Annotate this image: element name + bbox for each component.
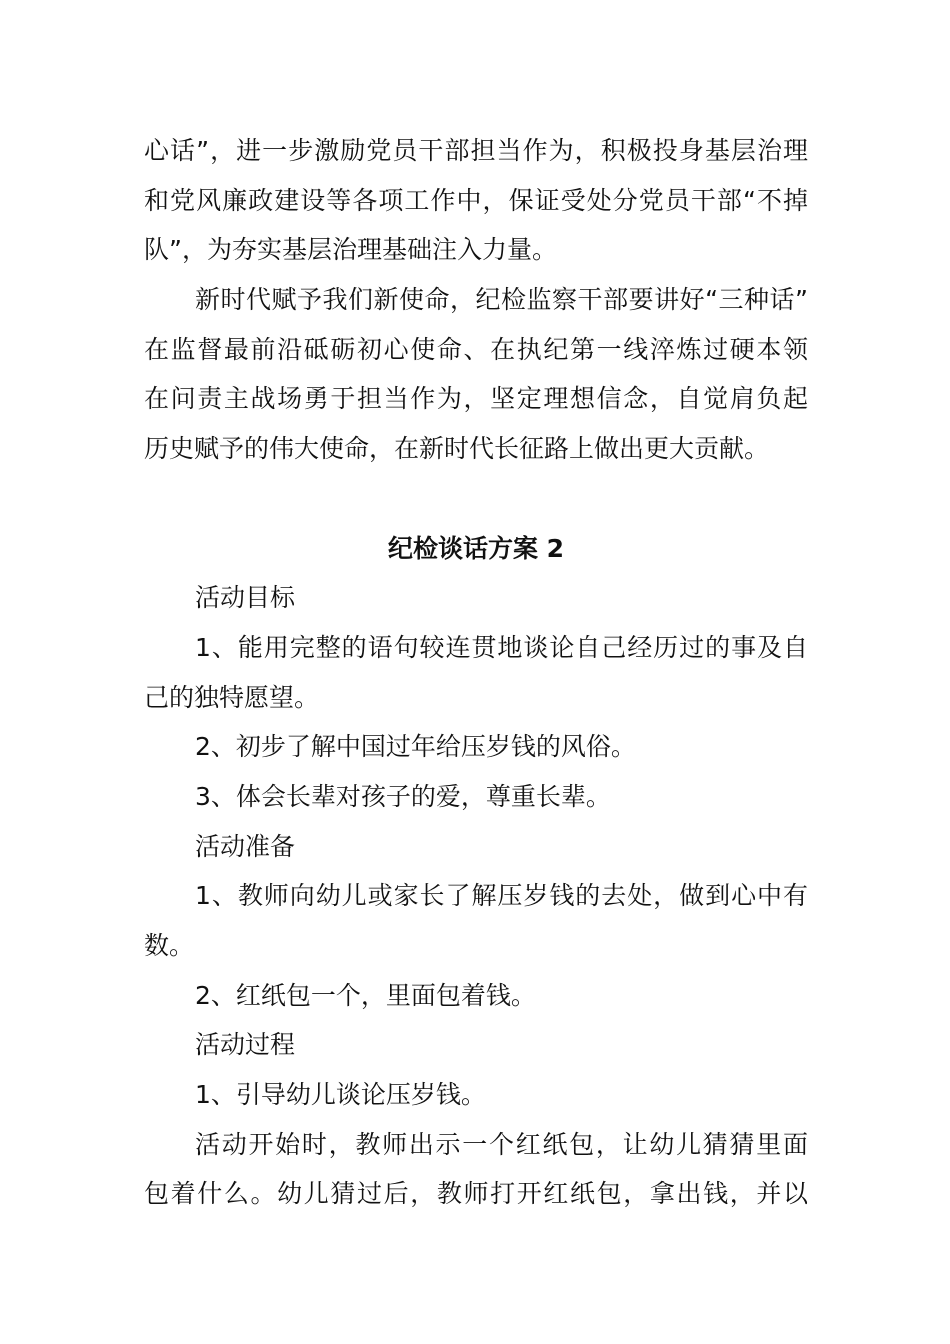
- section-title: 纪检谈话方案 2: [387, 533, 565, 563]
- text-line: 队”，为夯实基层治理基础注入力量。: [144, 235, 557, 265]
- text-line: 3、体会长辈对孩子的爱，尊重长辈。: [195, 781, 611, 811]
- text-line: 2、红纸包一个，里面包着钱。: [195, 980, 536, 1010]
- prep-heading: 活动准备: [195, 831, 296, 861]
- text-line: 数。: [144, 931, 195, 960]
- text-line: 历史赋予的伟大使命，在新时代长征路上做出更大贡献。: [144, 434, 770, 464]
- text-line: 1、教师向幼儿或家长了解压岁钱的去处，做到心中有: [195, 881, 808, 911]
- document-body: [144, 126, 808, 1219]
- text-line: 1、引导幼儿谈论压岁钱。: [195, 1080, 486, 1110]
- text-line: 活动开始时，教师出示一个红纸包，让幼儿猜猜里面: [195, 1129, 808, 1159]
- text-line: 2、初步了解中国过年给压岁钱的风俗。: [195, 732, 636, 762]
- text-line: 新时代赋予我们新使命，纪检监察干部要讲好“三种话”: [195, 285, 808, 315]
- text-line: 心话”，进一步激励党员干部担当作为，积极投身基层治理: [144, 136, 808, 165]
- text-line: 在问责主战场勇于担当作为，坚定理想信念，自觉肩负起: [144, 384, 808, 414]
- goals-heading: 活动目标: [195, 583, 296, 613]
- process-heading: 活动过程: [195, 1030, 296, 1060]
- text-line: 己的独特愿望。: [144, 682, 320, 712]
- text-line: 和党风廉政建设等各项工作中，保证受处分党员干部“不掉: [144, 185, 808, 215]
- text-line: 在监督最前沿砥砺初心使命、在执纪第一线淬炼过硬本领: [144, 334, 808, 364]
- text-line: 包着什么。幼儿猜过后，教师打开红纸包，拿出钱，并以: [144, 1179, 808, 1209]
- text-line: 1、能用完整的语句较连贯地谈论自己经历过的事及自: [195, 632, 808, 662]
